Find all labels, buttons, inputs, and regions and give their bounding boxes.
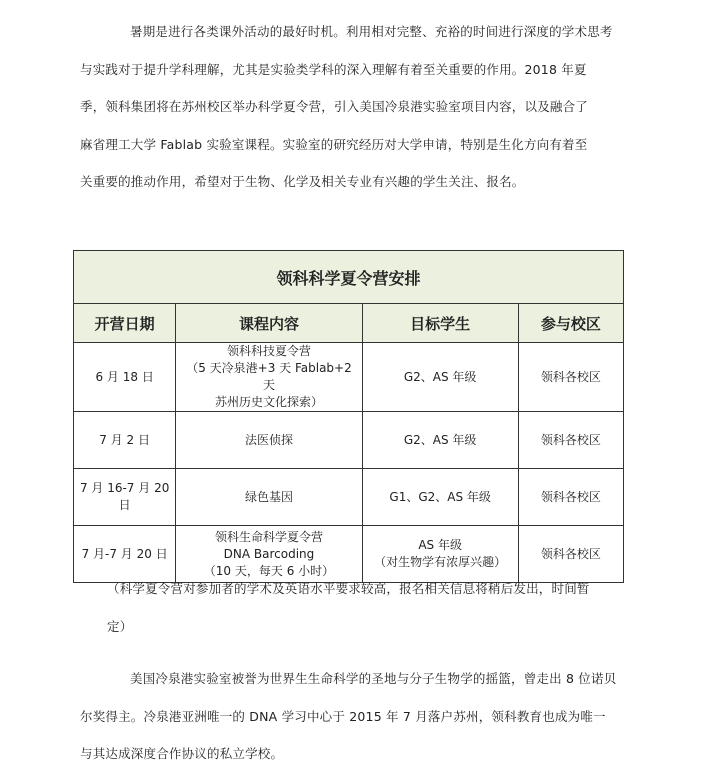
closing-line-text: 尔奖得主。冷泉港亚洲唯一的 DNA 学习中心于 2015 年 7 月落户苏州，领科教育也成为唯一 — [80, 708, 606, 724]
intro-line-text: 麻省理工大学 Fablab 实验室课程。实验室的研究经历对大学申请，特别是生化方向有着至 — [80, 136, 588, 152]
cell-campus: 领科各校区 — [518, 526, 623, 583]
students-line: G2、AS 年级 — [403, 432, 477, 447]
intro-line-text: 关重要的推动作用，希望对于生物、化学及相关专业有兴趣的学生关注、报名。 — [80, 174, 525, 189]
students-line: （对生物学有浓厚兴趣） — [374, 555, 507, 569]
cell-students — [362, 343, 518, 412]
table-row — [74, 469, 624, 526]
course-line: DNA Barcoding — [223, 546, 315, 561]
course-line: 绿色基因 — [244, 489, 293, 504]
cell-students — [362, 469, 518, 526]
cell-course — [176, 412, 362, 469]
note-paragraph — [107, 570, 627, 645]
students-line: G1、G2、AS 年级 — [389, 489, 491, 504]
course-line: （10 天，每天 6 小时） — [203, 563, 335, 578]
course-line: 领科科技夏令营 — [226, 344, 311, 358]
cell-campus: 领科各校区 — [518, 343, 623, 412]
table-header-row — [74, 304, 624, 343]
table-title-row — [74, 251, 624, 304]
note-line-text: 定） — [107, 618, 133, 634]
cell-date: 7 月-7 月 20 日 — [74, 526, 176, 583]
intro-line — [80, 126, 625, 164]
intro-line-text: 与实践对于提升学科理解，尤其是实验类学科的深入理解有着至关重要的作用。2018 年夏 — [80, 61, 587, 77]
closing-line — [80, 660, 625, 698]
intro-line-text: 季，领科集团将在苏州校区举办科学夏令营，引入美国冷泉港实验室项目内容，以及融合了 — [80, 99, 589, 114]
header-start-date: 开营日期 — [74, 304, 176, 343]
cell-students — [362, 412, 518, 469]
cell-campus: 领科各校区 — [518, 469, 623, 526]
note-line — [107, 608, 627, 646]
closing-line — [80, 698, 625, 736]
cell-campus: 领科各校区 — [518, 412, 623, 469]
intro-line — [80, 88, 625, 126]
cell-date: 7 月 16-7 月 20 日 — [74, 469, 176, 526]
header-target-students: 目标学生 — [362, 304, 518, 343]
course-line: 领科生命科学夏令营 — [214, 529, 323, 544]
closing-line-text: 与其达成深度合作协议的私立学校。 — [80, 746, 284, 761]
closing-line-text: 美国冷泉港实验室被誉为世界生生命科学的圣地与分子生物学的摇篮，曾走出 8 位诺贝 — [130, 671, 617, 686]
course-line: （5 天冷泉港+3 天 Fablab+2 天 — [186, 361, 352, 392]
closing-paragraph — [80, 660, 625, 773]
intro-line — [80, 13, 625, 51]
course-line: 苏州历史文化探索） — [214, 395, 323, 409]
closing-line — [80, 735, 625, 773]
camp-schedule-table — [73, 250, 624, 583]
intro-line-text: 暑期是进行各类课外活动的最好时机。利用相对完整、充裕的时间进行深度的学术思考 — [130, 24, 613, 39]
cell-course — [176, 343, 362, 412]
note-line — [107, 570, 627, 608]
intro-line — [80, 51, 625, 89]
intro-line — [80, 163, 625, 201]
table-row — [74, 343, 624, 412]
header-course-content: 课程内容 — [176, 304, 362, 343]
table-row — [74, 412, 624, 469]
cell-date: 7 月 2 日 — [74, 412, 176, 469]
cell-date: 6 月 18 日 — [74, 343, 176, 412]
note-line-text: （科学夏令营对参加者的学术及英语水平要求较高，报名相关信息将稍后发出，时间暂 — [107, 581, 590, 596]
course-line: 法医侦探 — [244, 432, 293, 447]
intro-paragraph — [80, 13, 625, 201]
students-line: AS 年级 — [418, 538, 462, 552]
table-title: 领科科学夏令营安排 — [74, 251, 624, 304]
cell-course — [176, 469, 362, 526]
header-campus: 参与校区 — [518, 304, 623, 343]
students-line: G2、AS 年级 — [403, 369, 477, 384]
